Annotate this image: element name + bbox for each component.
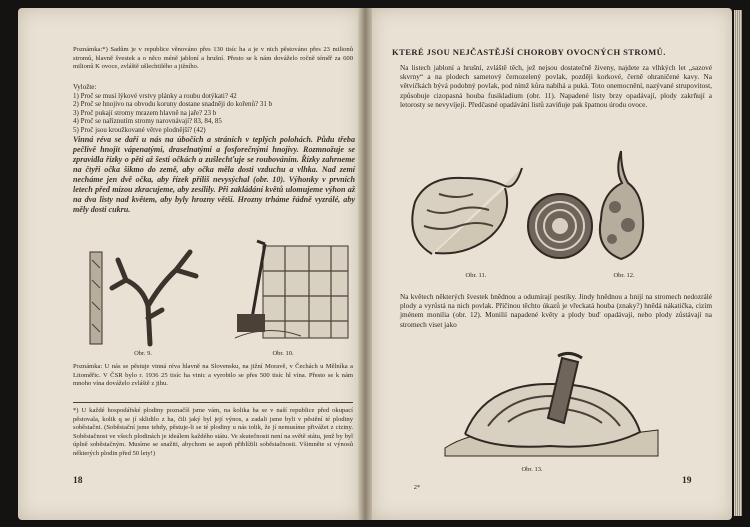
footnote: *) U každé hospodářské plodiny poznačíš jsme vám, na kolika ha se v naší republice před okupací pěstovala, kolik q se jí sklidilo z ha, čili jaký byl její výnos, a zadali jsme byli v pěstění té plodiny soběstačni. (Soběstační jsme tehdy, pěstuje-li se té plodiny u nás tolik, že jí nemusíme přivážet z ciziny. Soběstačnost ve všech plodinách je ideálem každého státu. Ve skutečnosti není na světě státu, jenž by byl úplně soběstačným. Musíme se snažiti, abychom se aspoň přiblížili soběstačnosti. Všimněte si výnosů některých plodin před 50 lety!) bbox=[73, 407, 353, 457]
footnote-rule bbox=[73, 402, 353, 403]
note-wine: Poznámka: U nás se pěstuje vinná réva hlavně na Slovensku, na jižní Moravě, v Čechách u Mělníka a Litoměřic. V ČSR bylo r. 1936 25 tisíc ha vinic a vyrobilo se přes 500 tisíc hl vína. Přesto se k nám mnoho vína dováželo zvláště z jihu. bbox=[73, 363, 353, 388]
figure-11-caption: Obr. 11. bbox=[465, 272, 487, 279]
figure-9-vine-stock bbox=[78, 240, 208, 350]
question-item: 5) Proč jsou kroužkované větve plodnější? (42) bbox=[73, 125, 206, 134]
question-item: 1) Proč se musí lýkové vrstvy plánky a roubu dotýkati? 42 bbox=[73, 91, 237, 100]
figure-10-caption: Obr. 10. bbox=[272, 350, 294, 357]
figure-10-vineyard-planting bbox=[223, 236, 353, 346]
page-number-right: 19 bbox=[682, 476, 692, 486]
figure-12-monilia-pear bbox=[587, 143, 657, 268]
vine-text: Vinná réva se daří u nás na úbočích a stráních v teplých polohách. Půdu třeba pečlivě hnojit vápenatými, draselnatými a fosforečnými hnojivy. Rozmnožuje se zpravidla řízky o pěti až šesti očkách a zušlechťuje se roubováním. Řízky zahrneme na čtyři očka šikmo do země, aby očka měla dosti vzduchu a vlhka. Nad zemí necháme jen dvě očka, aby řízek příliš nevysýchal (obr. 10). Výhonky v prvních letech před mízou zkracujeme, aby zesílily. Při zakládání květů ulomujeme výhon až na dva listy nad květem, aby byly hrozny větší. Hrozny trháme řádně vyzrálé, aby měly dosti cukru. bbox=[73, 135, 355, 214]
figure-11-diseased-pear bbox=[397, 158, 532, 263]
questions-block bbox=[73, 83, 353, 135]
right-page bbox=[372, 8, 732, 520]
figure-13-tree-canker bbox=[440, 348, 665, 458]
page-edge bbox=[734, 10, 742, 516]
paragraph-monilia: Na květech některých švestek hnědnou a odumírají pestíky. Jindy hnědnou a hnijí na stromech nedozrálé plody a vyrůstá na nich povlak. Příčinou těchto úkazů je vřeckatá houba (znaky?) hnědá nákatička, cizím jménem monilia (obr. 12). Monilií napadené květy a plody buď opadávají, nebo plody zůstávají na stromech viset jako bbox=[400, 292, 712, 329]
question-item: 2) Proč se hnojivo na obvodu koruny dostane snadněji do kořenů? 31 b bbox=[73, 100, 273, 109]
chapter-title: KTERÉ JSOU NEJČASTĚJŠÍ CHOROBY OVOCNÝCH STROMŮ. bbox=[392, 47, 666, 57]
figure-9-caption: Obr. 9. bbox=[134, 350, 152, 357]
question-item: 4) Proč se naříznutím stromy narovnávají? 83, 84, 85 bbox=[73, 117, 222, 126]
figure-12-caption: Obr. 12. bbox=[613, 272, 635, 279]
figure-13-caption: Obr. 13. bbox=[521, 466, 543, 473]
left-page bbox=[18, 8, 360, 520]
signature-mark: 2* bbox=[413, 484, 421, 491]
paragraph-scab: Na listech jabloní a hrušní, zvláště těch, jež nejsou dostatečně živeny, najdete za vlhkých let „sazové skvrny“ a na plodech sametový černozelený povlak, později korkové, černě ohraničené kavy. Na větvičkách bývá podobný povlak, pod nímž kůra nabíhá a puká. Toto onemocnění, nazývané strupovitost, způsobuje cizopasná houba fusikladium (obr. 11). Napadené listy brzy opadávají, plody zakrňují a letorosty se nevyvíjejí. Předčasné opadávání listů zaviňuje pak špatnou úrodu ovoce. bbox=[400, 63, 712, 109]
page-number-left: 18 bbox=[73, 476, 83, 486]
note-orchards: Poznámka:*) Sadům je v republice věnováno přes 130 tisíc ha a je v nich pěstováno přes 23 milionů stromů, hlavně švestek a o něco méně jabloní a hrušní. Přesto se k nám dováželo ročně téměř za 600 milionů K ovoce, zvláště ušlechtilého a jižního. bbox=[73, 46, 353, 71]
questions-title: Vyložte: bbox=[73, 83, 97, 91]
question-item: 3) Proč pukají stromy mrazem hlavně na jaře? 23 b bbox=[73, 108, 217, 117]
